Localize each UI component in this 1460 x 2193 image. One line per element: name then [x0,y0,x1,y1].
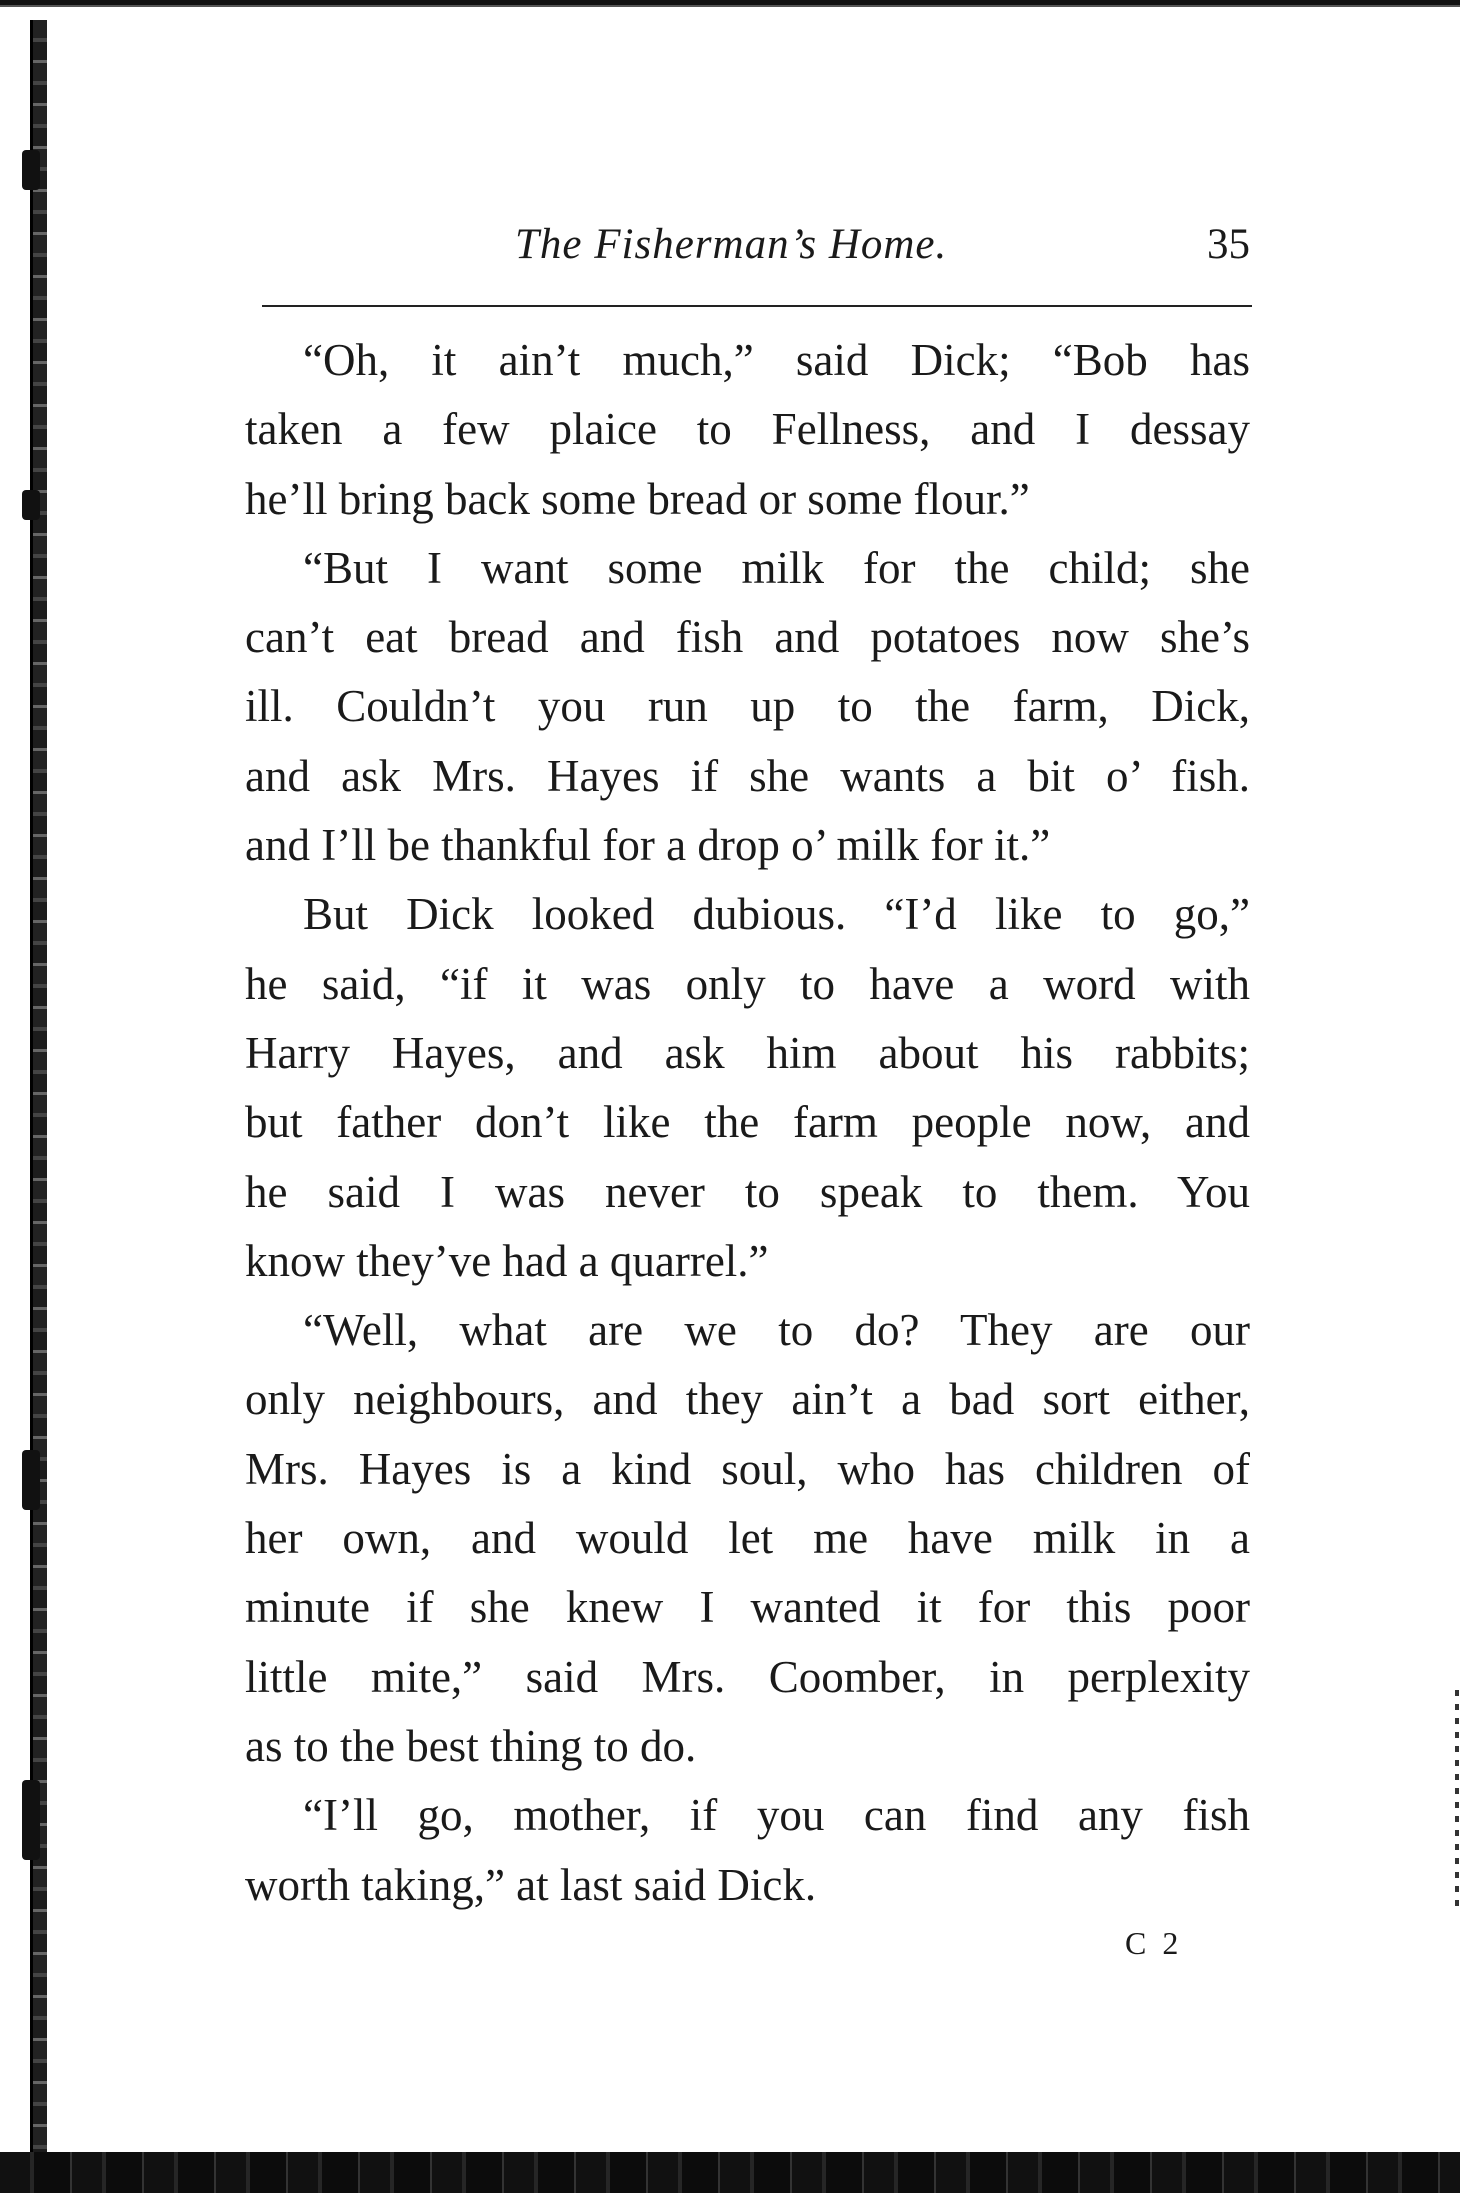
signature-mark: C 2 [1125,1925,1183,1961]
text-line: and I’ll be thankful for a drop o’ milk for it.” [245,820,1051,871]
text-line: Mrs. Hayes is a kind soul, who has children of [245,1443,1250,1494]
text-line: her own, and would let me have milk in a [245,1513,1250,1564]
text-line: he said I was never to speak to them. You [245,1166,1250,1217]
page-edge-bottom [0,2152,1460,2193]
text-line: but father don’t like the farm people now, and [245,1097,1250,1148]
text-line: can’t eat bread and fish and potatoes now she’s [245,612,1250,663]
text-line: “Oh, it ain’t much,” said Dick; “Bob has [303,335,1250,385]
text-line: he said, “if it was only to have a word with [245,958,1250,1009]
running-title: The Fisherman’s Home. [515,221,948,268]
text-line: minute if she knew I wanted it for this poor [245,1582,1250,1633]
binding-mark [22,1450,40,1510]
header-rule [262,305,1252,307]
text-line: know they’ve had a quarrel.” [245,1235,769,1286]
text-line: as to the best thing to do. [245,1720,697,1771]
text-line: “Well, what are we to do? They are our [303,1305,1250,1356]
running-head [245,220,1250,280]
text-line: taken a few plaice to Fellness, and I dessay [245,404,1250,455]
text-line: worth taking,” at last said Dick. [245,1859,817,1910]
text-line: “I’ll go, mother, if you can find any fish [303,1790,1250,1841]
page-edge-right [1455,1690,1459,1910]
text-line: only neighbours, and they ain’t a bad sort either, [245,1374,1250,1425]
text-line: little mite,” said Mrs. Coomber, in perplexity [245,1651,1250,1702]
binding-mark [22,1780,40,1860]
body-text [245,326,1250,1920]
text-line: But Dick looked dubious. “I’d like to go,” [303,889,1250,940]
text-line: he’ll bring back some bread or some flour.” [245,473,1030,524]
page-edge-top [0,0,1460,10]
binding-mark [22,490,40,520]
text-line: Harry Hayes, and ask him about his rabbits; [245,1027,1250,1078]
binding-mark [22,150,40,190]
text-line: ill. Couldn’t you run up to the farm, Dick, [245,681,1250,732]
text-line: “But I want some milk for the child; she [303,542,1250,593]
text-line: and ask Mrs. Hayes if she wants a bit o’ fish. [245,750,1250,801]
page-number: 35 [1207,221,1250,268]
